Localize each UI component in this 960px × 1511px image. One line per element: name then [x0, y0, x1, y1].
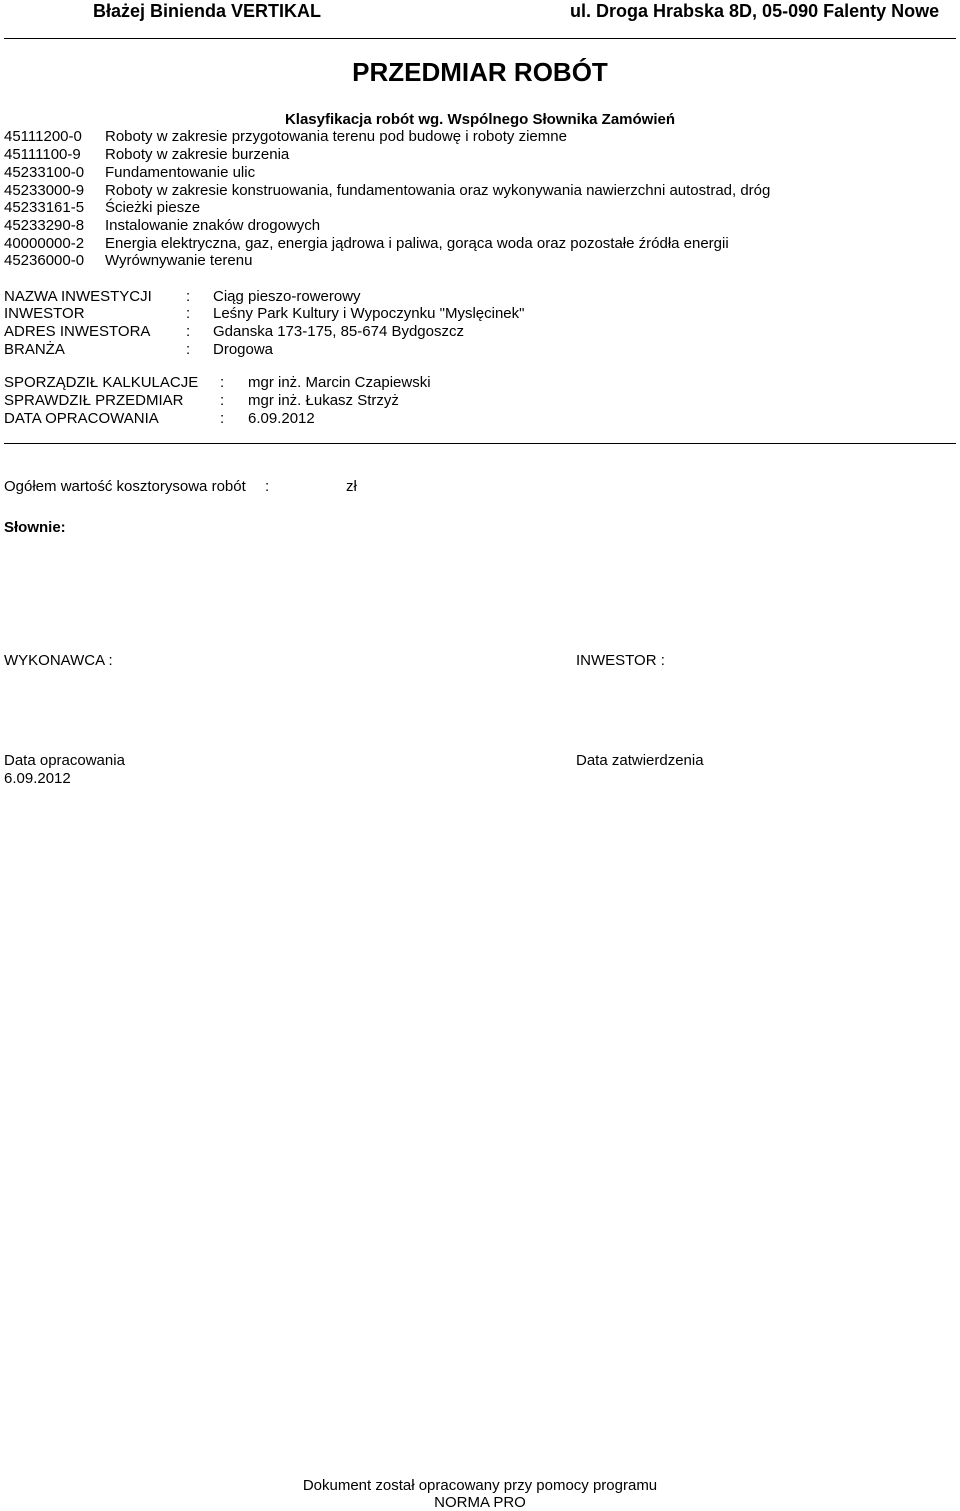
prepared-row	[4, 410, 315, 428]
field-value: mgr inż. Łukasz Strzyż	[248, 392, 399, 409]
classification-row	[4, 146, 289, 164]
field-value: mgr inż. Marcin Czapiewski	[248, 374, 431, 391]
company-address: ul. Droga Hrabska 8D, 05-090 Falenty Nowe	[570, 1, 940, 21]
cpv-description: Energia elektryczna, gaz, energia jądrowa i paliwa, gorąca woda oraz pozostałe źródła energii	[105, 235, 729, 252]
footer-line-1: Dokument został opracowany przy pomocy programu	[302, 1477, 658, 1494]
field-separator: :	[186, 288, 191, 305]
investment-row	[4, 305, 524, 323]
field-value: Gdanska 173-175, 85-674 Bydgoszcz	[213, 323, 464, 340]
cpv-code: 45233161-5	[4, 199, 85, 216]
field-separator: :	[220, 410, 225, 427]
total-separator: :	[265, 478, 270, 495]
cpv-code: 45233100-0	[4, 164, 85, 181]
investment-row	[4, 288, 361, 306]
classification-row	[4, 164, 255, 182]
classification-row	[4, 235, 729, 253]
field-value: Drogowa	[213, 341, 274, 358]
words-label: Słownie:	[4, 519, 66, 536]
date-approved-label: Data zatwierdzenia	[576, 752, 704, 769]
field-label: NAZWA INWESTYCJI	[4, 288, 152, 305]
field-label: BRANŻA	[4, 341, 65, 358]
contractor-label: WYKONAWCA :	[4, 652, 113, 669]
investment-row	[4, 341, 273, 359]
date-prepared-value: 6.09.2012	[4, 770, 71, 787]
document-title: PRZEDMIAR ROBÓT	[352, 57, 608, 87]
field-separator: :	[186, 341, 191, 358]
field-label: INWESTOR	[4, 305, 85, 322]
cpv-description: Ścieżki piesze	[105, 199, 201, 216]
prepared-row	[4, 392, 399, 410]
total-label: Ogółem wartość kosztorysowa robót	[4, 478, 246, 495]
cpv-description: Roboty w zakresie burzenia	[105, 146, 290, 163]
cpv-description: Instalowanie znaków drogowych	[105, 217, 321, 234]
cpv-description: Fundamentowanie ulic	[105, 164, 256, 181]
cpv-description: Wyrównywanie terenu	[105, 252, 253, 269]
total-currency: zł	[346, 478, 357, 495]
investor-label: INWESTOR :	[576, 652, 665, 669]
cpv-code: 45111100-9	[4, 146, 81, 163]
section-divider	[4, 443, 956, 444]
cpv-code: 45236000-0	[4, 252, 85, 269]
cpv-code: 40000000-2	[4, 235, 85, 252]
classification-row	[4, 252, 252, 270]
field-label: DATA OPRACOWANIA	[4, 410, 159, 427]
field-value: 6.09.2012	[248, 410, 315, 427]
field-separator: :	[220, 374, 225, 391]
field-label: SPRAWDZIŁ PRZEDMIAR	[4, 392, 184, 409]
field-label: SPORZĄDZIŁ KALKULACJE	[4, 374, 199, 391]
classification-row	[4, 128, 567, 146]
field-value: Leśny Park Kultury i Wypoczynku "Myslęcinek"	[213, 305, 525, 322]
footer-line-2: NORMA PRO	[434, 1494, 526, 1511]
cpv-code: 45233000-9	[4, 182, 85, 199]
classification-row	[4, 199, 200, 217]
investment-row	[4, 323, 464, 341]
prepared-row	[4, 374, 431, 392]
cpv-description: Roboty w zakresie przygotowania terenu pod budowę i roboty ziemne	[105, 128, 567, 145]
field-separator: :	[186, 305, 191, 322]
classification-row	[4, 182, 770, 200]
date-prepared-label: Data opracowania	[4, 752, 125, 769]
cpv-description: Roboty w zakresie konstruowania, fundamentowania oraz wykonywania nawierzchni autostrad, dróg	[105, 182, 771, 199]
header-divider	[4, 38, 956, 39]
cpv-code: 45111200-0	[4, 128, 82, 145]
company-name: Błażej Binienda VERTIKAL	[93, 1, 322, 21]
field-label: ADRES INWESTORA	[4, 323, 151, 340]
field-separator: :	[186, 323, 191, 340]
classification-heading: Klasyfikacja robót wg. Wspólnego Słownika Zamówień	[284, 111, 676, 128]
classification-row	[4, 217, 320, 235]
field-separator: :	[220, 392, 225, 409]
cpv-code: 45233290-8	[4, 217, 85, 234]
field-value: Ciąg pieszo-rowerowy	[213, 288, 361, 305]
